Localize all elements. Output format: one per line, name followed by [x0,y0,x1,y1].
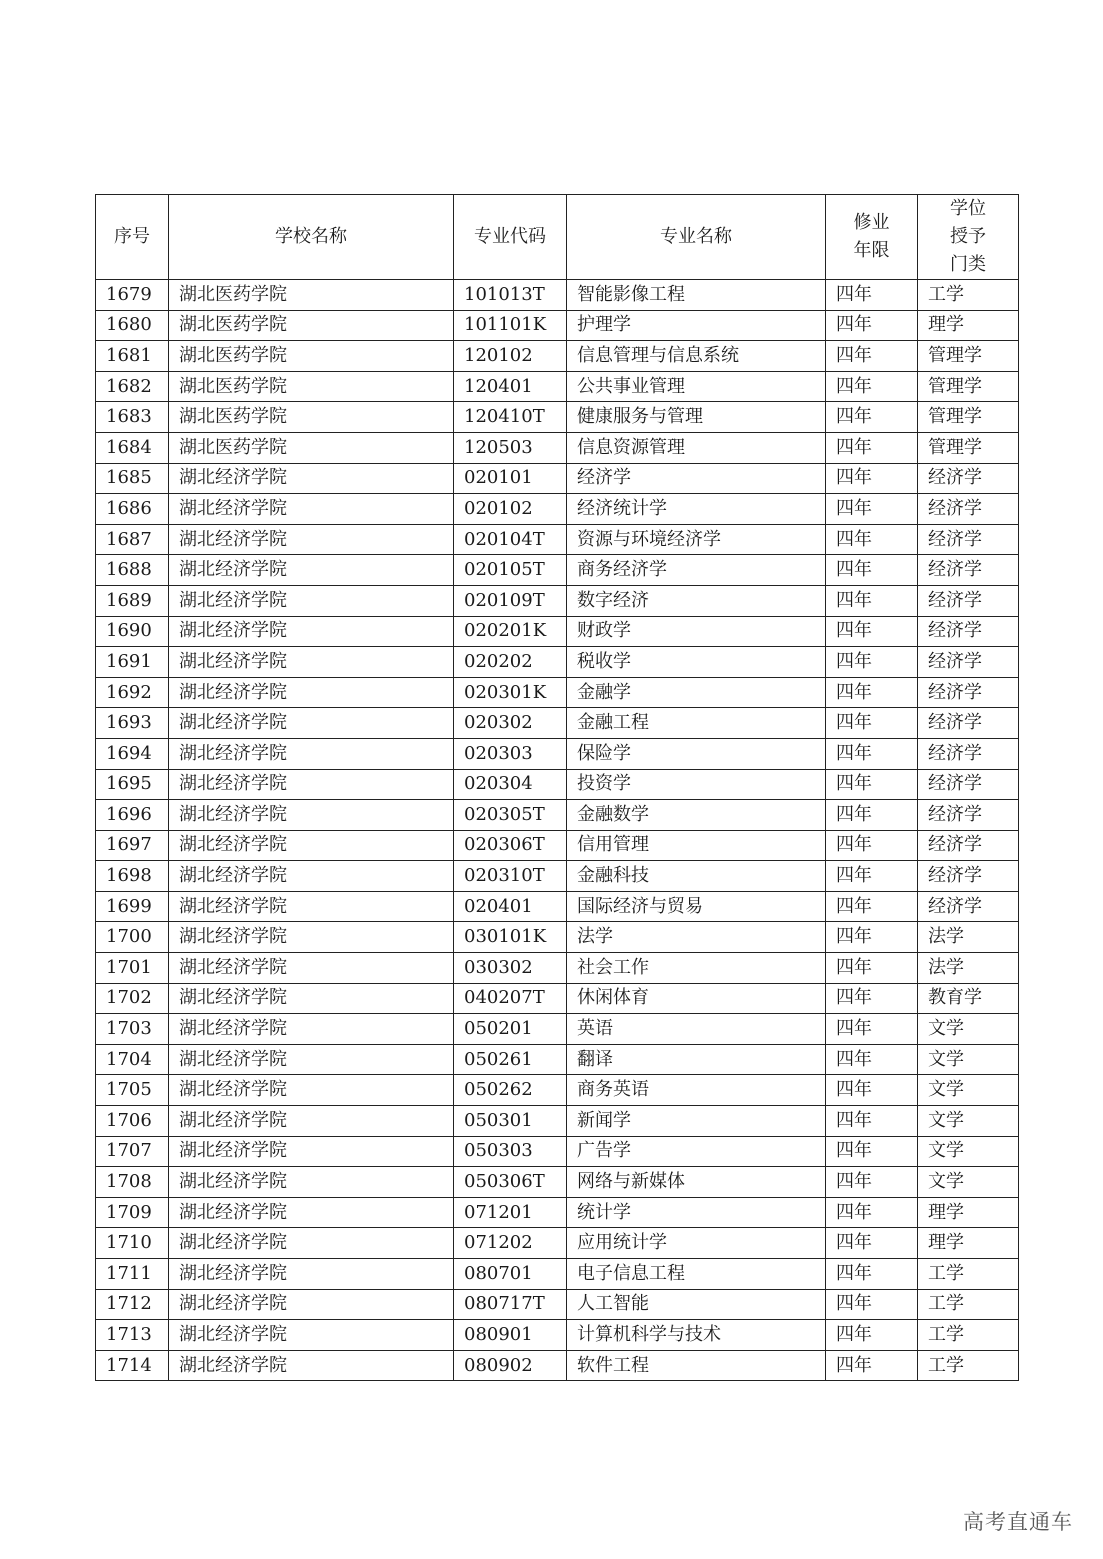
cell-code: 120410T [454,402,567,433]
table-row [96,585,1019,616]
cell-duration: 四年 [826,524,918,555]
cell-code: 040207T [454,983,567,1014]
cell-duration: 四年 [826,371,918,402]
cell-seq: 1707 [96,1136,169,1167]
table-row [96,1289,1019,1320]
majors-table [95,194,1019,1381]
cell-major: 护理学 [567,310,826,341]
cell-degree: 理学 [918,310,1019,341]
table-row [96,953,1019,984]
cell-school: 湖北经济学院 [169,1289,454,1320]
cell-school: 湖北经济学院 [169,708,454,739]
cell-duration: 四年 [826,555,918,586]
cell-code: 080902 [454,1350,567,1381]
cell-degree: 文学 [918,1044,1019,1075]
cell-code: 020104T [454,524,567,555]
cell-major: 经济学 [567,463,826,494]
cell-code: 020105T [454,555,567,586]
cell-duration: 四年 [826,953,918,984]
cell-school: 湖北经济学院 [169,647,454,678]
cell-code: 080701 [454,1259,567,1290]
cell-major: 英语 [567,1014,826,1045]
cell-code: 020310T [454,861,567,892]
cell-seq: 1685 [96,463,169,494]
cell-school: 湖北经济学院 [169,830,454,861]
cell-major: 信息资源管理 [567,432,826,463]
table-row [96,1014,1019,1045]
cell-major: 公共事业管理 [567,371,826,402]
table-row [96,647,1019,678]
cell-code: 020102 [454,494,567,525]
table-row [96,800,1019,831]
cell-duration: 四年 [826,1259,918,1290]
header-degree [918,195,1019,280]
cell-duration: 四年 [826,830,918,861]
cell-major: 财政学 [567,616,826,647]
cell-degree: 经济学 [918,647,1019,678]
cell-school: 湖北经济学院 [169,1320,454,1351]
cell-school: 湖北经济学院 [169,953,454,984]
cell-school: 湖北经济学院 [169,524,454,555]
table-row [96,402,1019,433]
cell-degree: 经济学 [918,769,1019,800]
table-row [96,769,1019,800]
cell-seq: 1704 [96,1044,169,1075]
cell-degree: 工学 [918,1289,1019,1320]
cell-school: 湖北经济学院 [169,1228,454,1259]
cell-seq: 1680 [96,310,169,341]
cell-school: 湖北经济学院 [169,1075,454,1106]
cell-major: 信息管理与信息系统 [567,341,826,372]
table-row [96,830,1019,861]
cell-school: 湖北经济学院 [169,1197,454,1228]
cell-degree: 管理学 [918,432,1019,463]
header-seq: 序号 [96,195,169,280]
cell-degree: 管理学 [918,341,1019,372]
cell-major: 数字经济 [567,585,826,616]
cell-major: 应用统计学 [567,1228,826,1259]
cell-school: 湖北经济学院 [169,555,454,586]
cell-major: 国际经济与贸易 [567,891,826,922]
cell-duration: 四年 [826,310,918,341]
cell-major: 商务经济学 [567,555,826,586]
cell-major: 网络与新媒体 [567,1167,826,1198]
table-row [96,524,1019,555]
cell-code: 020201K [454,616,567,647]
cell-code: 050262 [454,1075,567,1106]
cell-degree: 经济学 [918,524,1019,555]
cell-degree: 法学 [918,953,1019,984]
cell-duration: 四年 [826,769,918,800]
cell-major: 税收学 [567,647,826,678]
cell-code: 020303 [454,738,567,769]
table-header-row [96,195,1019,280]
footer-brand: 高考直通车 [963,1510,1073,1534]
cell-degree: 经济学 [918,738,1019,769]
cell-code: 080717T [454,1289,567,1320]
cell-seq: 1679 [96,280,169,311]
cell-code: 020401 [454,891,567,922]
cell-major: 商务英语 [567,1075,826,1106]
cell-school: 湖北经济学院 [169,1136,454,1167]
cell-degree: 文学 [918,1014,1019,1045]
table-row [96,1228,1019,1259]
cell-major: 经济统计学 [567,494,826,525]
cell-seq: 1702 [96,983,169,1014]
table-row [96,463,1019,494]
cell-major: 软件工程 [567,1350,826,1381]
cell-major: 法学 [567,922,826,953]
cell-degree: 经济学 [918,800,1019,831]
table-row [96,1320,1019,1351]
cell-major: 金融科技 [567,861,826,892]
cell-code: 020306T [454,830,567,861]
cell-seq: 1700 [96,922,169,953]
cell-degree: 管理学 [918,402,1019,433]
cell-seq: 1683 [96,402,169,433]
cell-seq: 1682 [96,371,169,402]
cell-seq: 1692 [96,677,169,708]
table-row [96,616,1019,647]
cell-code: 071202 [454,1228,567,1259]
cell-duration: 四年 [826,647,918,678]
cell-code: 101013T [454,280,567,311]
cell-major: 社会工作 [567,953,826,984]
cell-seq: 1708 [96,1167,169,1198]
cell-degree: 工学 [918,1259,1019,1290]
cell-school: 湖北经济学院 [169,616,454,647]
table-row [96,708,1019,739]
cell-code: 020301K [454,677,567,708]
cell-degree: 经济学 [918,585,1019,616]
cell-duration: 四年 [826,677,918,708]
cell-school: 湖北医药学院 [169,341,454,372]
cell-seq: 1689 [96,585,169,616]
cell-code: 080901 [454,1320,567,1351]
cell-school: 湖北医药学院 [169,402,454,433]
cell-degree: 经济学 [918,463,1019,494]
cell-seq: 1710 [96,1228,169,1259]
cell-seq: 1694 [96,738,169,769]
cell-degree: 经济学 [918,830,1019,861]
cell-duration: 四年 [826,891,918,922]
cell-duration: 四年 [826,800,918,831]
cell-code: 050306T [454,1167,567,1198]
cell-seq: 1703 [96,1014,169,1045]
cell-school: 湖北经济学院 [169,1167,454,1198]
cell-major: 保险学 [567,738,826,769]
cell-seq: 1711 [96,1259,169,1290]
header-school: 学校名称 [169,195,454,280]
cell-code: 020302 [454,708,567,739]
cell-seq: 1698 [96,861,169,892]
table-row [96,310,1019,341]
table-row [96,494,1019,525]
cell-duration: 四年 [826,1136,918,1167]
cell-degree: 工学 [918,1320,1019,1351]
cell-major: 计算机科学与技术 [567,1320,826,1351]
cell-duration: 四年 [826,280,918,311]
cell-seq: 1701 [96,953,169,984]
cell-code: 030101K [454,922,567,953]
cell-degree: 经济学 [918,708,1019,739]
cell-major: 金融工程 [567,708,826,739]
cell-code: 120503 [454,432,567,463]
cell-code: 050261 [454,1044,567,1075]
cell-code: 020305T [454,800,567,831]
cell-code: 050303 [454,1136,567,1167]
cell-degree: 经济学 [918,677,1019,708]
cell-seq: 1696 [96,800,169,831]
cell-seq: 1684 [96,432,169,463]
cell-duration: 四年 [826,616,918,647]
cell-code: 050201 [454,1014,567,1045]
cell-school: 湖北医药学院 [169,280,454,311]
cell-duration: 四年 [826,1228,918,1259]
table-row [96,432,1019,463]
cell-seq: 1713 [96,1320,169,1351]
cell-major: 电子信息工程 [567,1259,826,1290]
cell-seq: 1686 [96,494,169,525]
cell-school: 湖北经济学院 [169,677,454,708]
cell-degree: 管理学 [918,371,1019,402]
cell-seq: 1690 [96,616,169,647]
cell-major: 新闻学 [567,1106,826,1137]
cell-code: 050301 [454,1106,567,1137]
cell-school: 湖北医药学院 [169,432,454,463]
table-row [96,861,1019,892]
header-major: 专业名称 [567,195,826,280]
cell-duration: 四年 [826,463,918,494]
cell-school: 湖北经济学院 [169,463,454,494]
table-row [96,1259,1019,1290]
cell-duration: 四年 [826,861,918,892]
cell-major: 金融数学 [567,800,826,831]
cell-school: 湖北经济学院 [169,983,454,1014]
cell-major: 金融学 [567,677,826,708]
cell-code: 020109T [454,585,567,616]
cell-school: 湖北经济学院 [169,861,454,892]
table-row [96,1167,1019,1198]
cell-degree: 经济学 [918,616,1019,647]
table-row [96,280,1019,311]
cell-seq: 1695 [96,769,169,800]
table-row [96,1197,1019,1228]
table-row [96,1044,1019,1075]
table-row [96,738,1019,769]
cell-school: 湖北经济学院 [169,494,454,525]
cell-major: 信用管理 [567,830,826,861]
cell-major: 投资学 [567,769,826,800]
cell-degree: 文学 [918,1106,1019,1137]
cell-duration: 四年 [826,341,918,372]
table-body [96,280,1019,1381]
cell-seq: 1699 [96,891,169,922]
cell-duration: 四年 [826,983,918,1014]
cell-duration: 四年 [826,1044,918,1075]
cell-code: 030302 [454,953,567,984]
cell-school: 湖北经济学院 [169,769,454,800]
cell-degree: 教育学 [918,983,1019,1014]
cell-seq: 1709 [96,1197,169,1228]
cell-major: 资源与环境经济学 [567,524,826,555]
cell-school: 湖北经济学院 [169,1106,454,1137]
cell-seq: 1693 [96,708,169,739]
cell-code: 071201 [454,1197,567,1228]
cell-degree: 法学 [918,922,1019,953]
cell-code: 020101 [454,463,567,494]
cell-school: 湖北经济学院 [169,1259,454,1290]
cell-seq: 1688 [96,555,169,586]
cell-code: 020202 [454,647,567,678]
cell-code: 101101K [454,310,567,341]
cell-major: 健康服务与管理 [567,402,826,433]
cell-code: 020304 [454,769,567,800]
cell-degree: 文学 [918,1167,1019,1198]
cell-duration: 四年 [826,1167,918,1198]
cell-duration: 四年 [826,1289,918,1320]
cell-degree: 工学 [918,1350,1019,1381]
table-row [96,1136,1019,1167]
cell-duration: 四年 [826,738,918,769]
cell-major: 广告学 [567,1136,826,1167]
table-row [96,891,1019,922]
header-duration [826,195,918,280]
cell-duration: 四年 [826,1075,918,1106]
cell-school: 湖北医药学院 [169,310,454,341]
cell-duration: 四年 [826,402,918,433]
table-row [96,341,1019,372]
cell-degree: 经济学 [918,494,1019,525]
cell-school: 湖北经济学院 [169,1044,454,1075]
header-degree-label: 学位授予门类 [950,198,986,275]
cell-school: 湖北经济学院 [169,1350,454,1381]
cell-degree: 工学 [918,280,1019,311]
cell-duration: 四年 [826,1197,918,1228]
header-duration-label: 修业年限 [853,212,890,261]
cell-duration: 四年 [826,585,918,616]
cell-seq: 1687 [96,524,169,555]
cell-degree: 文学 [918,1136,1019,1167]
cell-major: 人工智能 [567,1289,826,1320]
table-row [96,677,1019,708]
cell-school: 湖北经济学院 [169,585,454,616]
cell-seq: 1714 [96,1350,169,1381]
cell-seq: 1712 [96,1289,169,1320]
cell-school: 湖北经济学院 [169,738,454,769]
cell-school: 湖北经济学院 [169,800,454,831]
cell-duration: 四年 [826,708,918,739]
cell-school: 湖北医药学院 [169,371,454,402]
cell-seq: 1691 [96,647,169,678]
cell-code: 120102 [454,341,567,372]
cell-duration: 四年 [826,922,918,953]
table-row [96,555,1019,586]
cell-seq: 1697 [96,830,169,861]
cell-duration: 四年 [826,1106,918,1137]
header-code: 专业代码 [454,195,567,280]
cell-duration: 四年 [826,494,918,525]
cell-seq: 1705 [96,1075,169,1106]
cell-major: 统计学 [567,1197,826,1228]
cell-degree: 理学 [918,1197,1019,1228]
cell-major: 休闲体育 [567,983,826,1014]
cell-major: 翻译 [567,1044,826,1075]
cell-code: 120401 [454,371,567,402]
table-row [96,1350,1019,1381]
cell-duration: 四年 [826,1320,918,1351]
cell-seq: 1706 [96,1106,169,1137]
cell-duration: 四年 [826,432,918,463]
cell-duration: 四年 [826,1014,918,1045]
cell-degree: 经济学 [918,555,1019,586]
table-row [96,1106,1019,1137]
table-row [96,371,1019,402]
cell-school: 湖北经济学院 [169,1014,454,1045]
table-row [96,1075,1019,1106]
cell-degree: 文学 [918,1075,1019,1106]
cell-degree: 经济学 [918,861,1019,892]
cell-degree: 理学 [918,1228,1019,1259]
cell-school: 湖北经济学院 [169,922,454,953]
cell-duration: 四年 [826,1350,918,1381]
cell-school: 湖北经济学院 [169,891,454,922]
cell-major: 智能影像工程 [567,280,826,311]
cell-degree: 经济学 [918,891,1019,922]
table-row [96,922,1019,953]
table-row [96,983,1019,1014]
cell-seq: 1681 [96,341,169,372]
